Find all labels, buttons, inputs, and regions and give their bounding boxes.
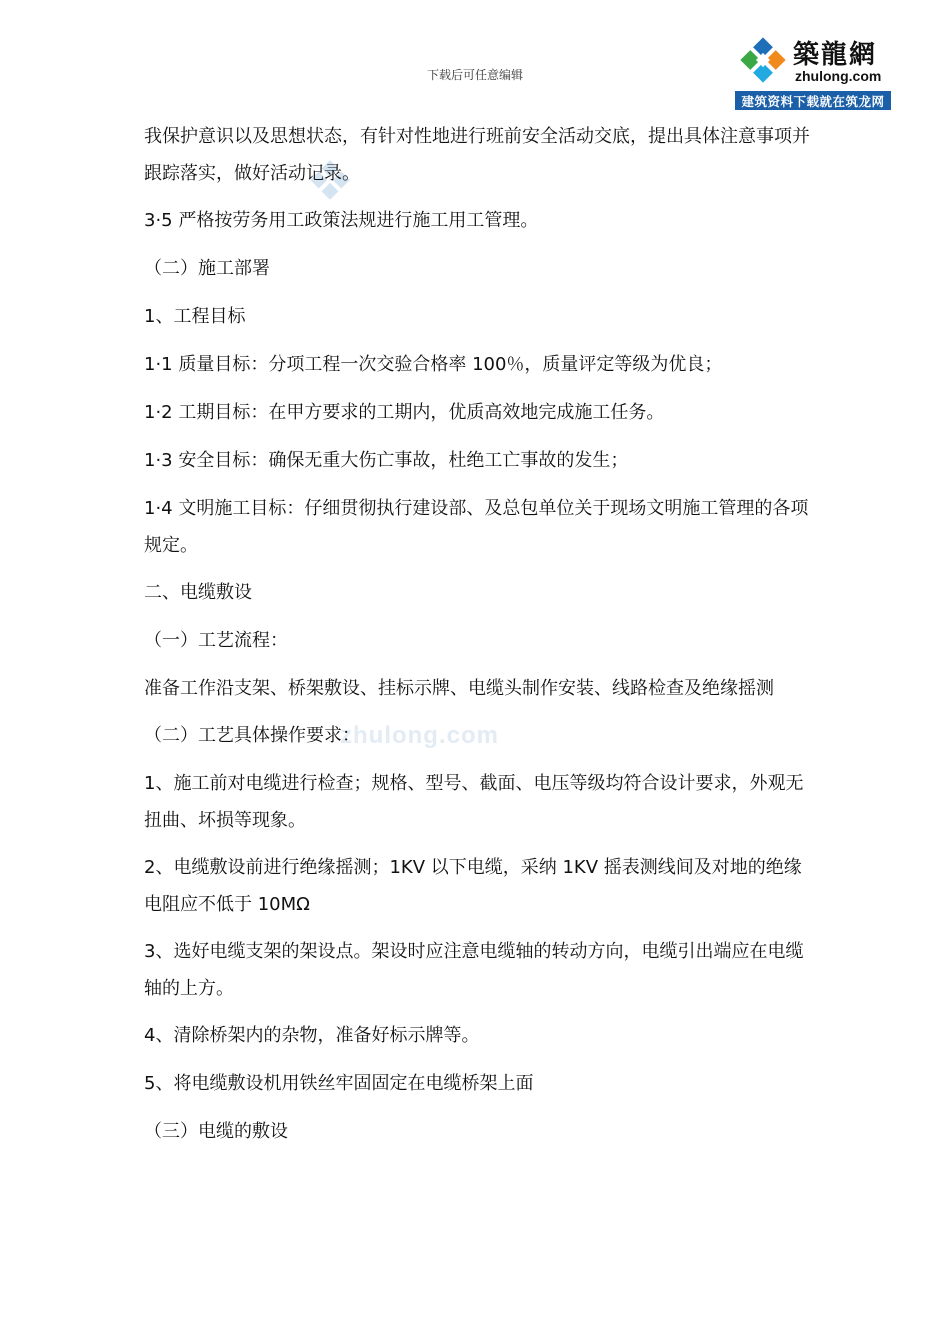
- paragraph: 准备工作沿支架、桥架敷设、挂标示牌、电缆头制作安装、线路检查及绝缘摇测: [144, 678, 774, 699]
- paragraph: 我保护意识以及思想状态，有针对性地进行班前安全活动交底，提出具体注意事项并跟踪落实，做好活动记录。: [144, 126, 810, 184]
- paragraph: 2、电缆敷设前进行绝缘摇测；1KV 以下电缆，采纳 1KV 摇表测线间及对地的绝缘电阻应不低于 10MΩ: [144, 857, 802, 915]
- paragraph: 1·3 安全目标：确保无重大伤亡事故，杜绝工亡事故的发生；: [144, 450, 629, 471]
- document-body: [144, 118, 814, 1161]
- page-header-caption: 下载后可任意编辑: [426, 68, 523, 82]
- paragraph: 5、将电缆敷设机用铁丝牢固固定在电缆桥架上面: [144, 1073, 534, 1094]
- section-heading: （一）工艺流程：: [144, 630, 288, 651]
- section-heading: （二）工艺具体操作要求：: [144, 725, 360, 746]
- paragraph: 1·1 质量目标：分项工程一次交验合格率 100％，质量评定等级为优良；: [144, 354, 723, 375]
- watermark-text: zhulong.com: [340, 722, 499, 749]
- zhulong-logo: [735, 30, 891, 110]
- paragraph: 1·4 文明施工目标：仔细贯彻执行建设部、及总包单位关于现场文明施工管理的各项规定。: [144, 498, 809, 556]
- section-heading: （三）电缆的敷设: [144, 1121, 288, 1142]
- logo-slogan: 建筑资料下载就在筑龙网: [741, 94, 885, 109]
- logo-name-cn: 築龍網: [793, 40, 878, 70]
- subsection-heading: 1、工程目标: [144, 306, 246, 327]
- logo-domain: zhulong.com: [795, 68, 882, 84]
- paragraph: 3·5 严格按劳务用工政策法规进行施工用工管理。: [144, 210, 539, 231]
- paragraph: 1·2 工期目标：在甲方要求的工期内，优质高效地完成施工任务。: [144, 402, 665, 423]
- chapter-heading: 二、电缆敷设: [144, 582, 252, 603]
- paragraph: 4、清除桥架内的杂物，准备好标示牌等。: [144, 1025, 480, 1046]
- section-heading: （二）施工部署: [144, 258, 270, 279]
- paragraph: 1、施工前对电缆进行检查；规格、型号、截面、电压等级均符合设计要求，外观无扭曲、坏损等现象。: [144, 773, 804, 831]
- paragraph: 3、选好电缆支架的架设点。架设时应注意电缆轴的转动方向，电缆引出端应在电缆轴的上方。: [144, 941, 804, 999]
